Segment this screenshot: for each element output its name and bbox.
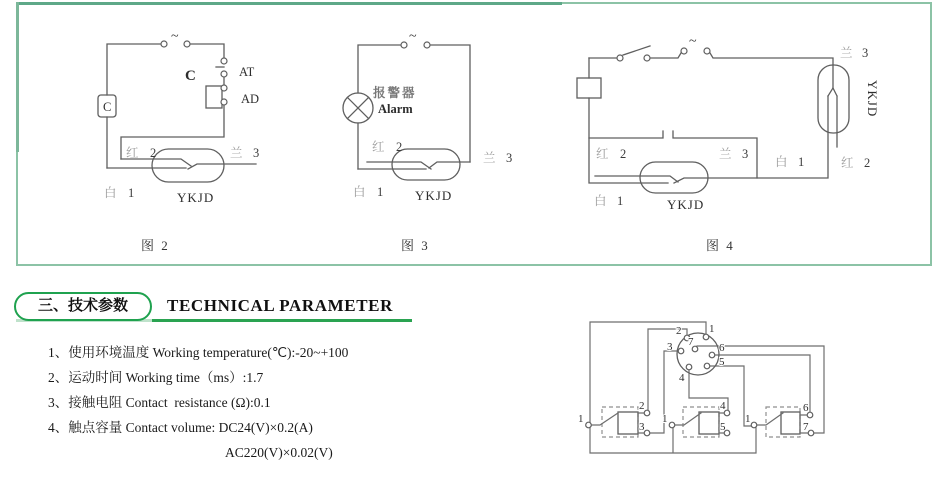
common-terminal — [669, 422, 675, 428]
switch-terminal — [617, 55, 623, 61]
wire-pin6 — [715, 355, 810, 412]
switch-body — [618, 412, 638, 434]
wire — [589, 96, 828, 178]
red-wire-label: 红 — [596, 147, 609, 161]
pin-6-label: 6 — [719, 342, 725, 354]
blue-wire-label: 兰 — [840, 46, 853, 60]
ac-symbol: ~ — [409, 29, 417, 44]
parameter-item: 1、使用环境温度 Working temperature(℃):-20~+100 — [48, 345, 349, 360]
blue-wire-number: 3 — [862, 46, 869, 60]
blue-wire-number: 3 — [253, 146, 260, 160]
source-terminal — [184, 41, 190, 47]
red-wire-number: 2 — [150, 146, 157, 160]
switch-body — [781, 412, 800, 434]
connector-pins — [678, 334, 715, 370]
ad-contact-body — [206, 86, 222, 108]
switch-block-1 — [578, 400, 650, 437]
white-wire-number: 1 — [128, 186, 135, 200]
pin-1-label: 1 — [709, 323, 715, 335]
common-label: 1 — [745, 413, 751, 425]
at-label: AT — [239, 65, 255, 79]
switch-terminal — [644, 55, 650, 61]
terminal-label: 2 — [639, 400, 645, 412]
red-wire-number: 2 — [396, 140, 403, 154]
reed-blade-red — [833, 88, 837, 147]
switch-block-2 — [662, 400, 730, 437]
alarm-label-en: Alarm — [378, 102, 413, 116]
ykjd-reed-switch — [152, 149, 224, 182]
figure-2 — [98, 29, 259, 253]
ykjd-label: YKJD — [177, 190, 215, 205]
pin-7-label: 7 — [688, 336, 694, 348]
pin-4 — [686, 364, 692, 370]
switch-blade — [675, 413, 701, 425]
reed-blade-blue — [429, 162, 470, 168]
parameter-item: 3、接触电阻 Contact resistance (Ω):0.1 — [48, 395, 271, 410]
at-contact-terminal — [221, 71, 227, 77]
switch-blade — [591, 413, 618, 425]
c-label: C — [185, 68, 196, 84]
common-label: 1 — [578, 413, 584, 425]
wire-pin7 — [697, 346, 824, 433]
blue-wire-label: 兰 — [483, 151, 496, 165]
common-terminal — [586, 422, 592, 428]
parameter-item-continuation: AC220(V)×0.02(V) — [225, 445, 333, 460]
pin-4-label: 4 — [679, 372, 685, 384]
underline-dark — [152, 319, 412, 322]
source-terminal — [161, 41, 167, 47]
red-wire-label: 红 — [372, 140, 385, 154]
figure-3 — [343, 29, 512, 253]
white-wire-number: 1 — [377, 185, 384, 199]
source-terminal — [401, 42, 407, 48]
section-pill: 三、技术参数 — [14, 292, 152, 321]
terminal-label: 5 — [720, 421, 726, 433]
white-wire-label: 白 — [594, 194, 607, 208]
alarm-label-zh: 报警器 — [373, 86, 417, 100]
pin-1 — [703, 334, 709, 340]
terminal — [808, 430, 814, 436]
white-wire-number: 1 — [617, 194, 624, 208]
ykjd-label: YKJD — [415, 188, 453, 203]
reed-blade-blue — [188, 164, 256, 169]
source-terminal — [681, 48, 687, 54]
blue-wire-number: 3 — [742, 147, 749, 161]
common-label: 1 — [662, 413, 668, 425]
terminal-label: 4 — [720, 400, 726, 412]
reed-blade-blue — [674, 178, 757, 183]
terminal-label: 3 — [639, 421, 645, 433]
ad-contact-terminal — [221, 99, 227, 105]
connector-wiring-diagram — [555, 300, 945, 484]
common-terminal — [751, 422, 757, 428]
pin-3 — [678, 348, 684, 354]
ykjd-label-vertical: YKJD — [865, 80, 880, 118]
ac-symbol: ~ — [171, 29, 179, 44]
pin-3-label: 3 — [667, 341, 673, 353]
reed-blade-blue — [828, 65, 833, 96]
white-wire-label: 白 — [775, 155, 788, 169]
terminal-label: 7 — [803, 421, 809, 433]
red-wire-label: 红 — [126, 146, 139, 160]
figure-3-caption: 图 3 — [401, 238, 430, 253]
figure-2-caption: 图 2 — [141, 238, 170, 253]
terminal — [644, 410, 650, 416]
white-wire-label: 白 — [104, 186, 117, 200]
at-contact-terminal — [221, 58, 227, 64]
ad-label: AD — [241, 92, 260, 106]
red-wire-number: 2 — [864, 156, 871, 170]
coil-box — [577, 78, 601, 98]
switch-body — [699, 412, 719, 434]
ykjd-label: YKJD — [667, 197, 705, 212]
reed-blade-red — [595, 176, 678, 182]
source-terminal — [424, 42, 430, 48]
reed-blade-red — [367, 162, 431, 169]
red-wire-label: 红 — [841, 156, 854, 170]
wire-pin1-common — [590, 322, 756, 453]
switch-blade — [757, 413, 783, 425]
pin-5-label: 5 — [719, 356, 725, 368]
white-wire-label: 白 — [353, 185, 366, 199]
terminal-label: 6 — [803, 402, 809, 414]
ad-contact-terminal — [221, 85, 227, 91]
figure-4 — [577, 34, 880, 253]
c-component-label: C — [103, 100, 112, 114]
red-wire-number: 2 — [620, 147, 627, 161]
section-title: TECHNICAL PARAMETER — [167, 296, 393, 315]
blue-wire-label: 兰 — [230, 146, 243, 160]
alarm-lamp-cross — [347, 97, 368, 118]
parameter-item: 4、触点容量 Contact volume: DC24(V)×0.2(A) — [48, 420, 313, 435]
parameter-list — [48, 340, 348, 465]
blue-wire-label: 兰 — [719, 147, 732, 161]
figure-4-caption: 图 4 — [706, 238, 735, 253]
ac-symbol: ~ — [689, 34, 697, 49]
switch-blade — [623, 46, 650, 55]
reed-blade-red — [121, 159, 191, 166]
wire — [589, 58, 668, 183]
parameter-item: 2、运动时间 Working time（ms）:1.7 — [48, 370, 264, 385]
pin-5 — [704, 363, 710, 369]
blue-wire-number: 3 — [506, 151, 513, 165]
pin-2-label: 2 — [676, 325, 682, 337]
white-wire-number: 1 — [798, 155, 805, 169]
switch-block-3 — [745, 402, 814, 437]
terminal — [644, 430, 650, 436]
pin-6 — [709, 352, 715, 358]
source-terminal — [704, 48, 710, 54]
